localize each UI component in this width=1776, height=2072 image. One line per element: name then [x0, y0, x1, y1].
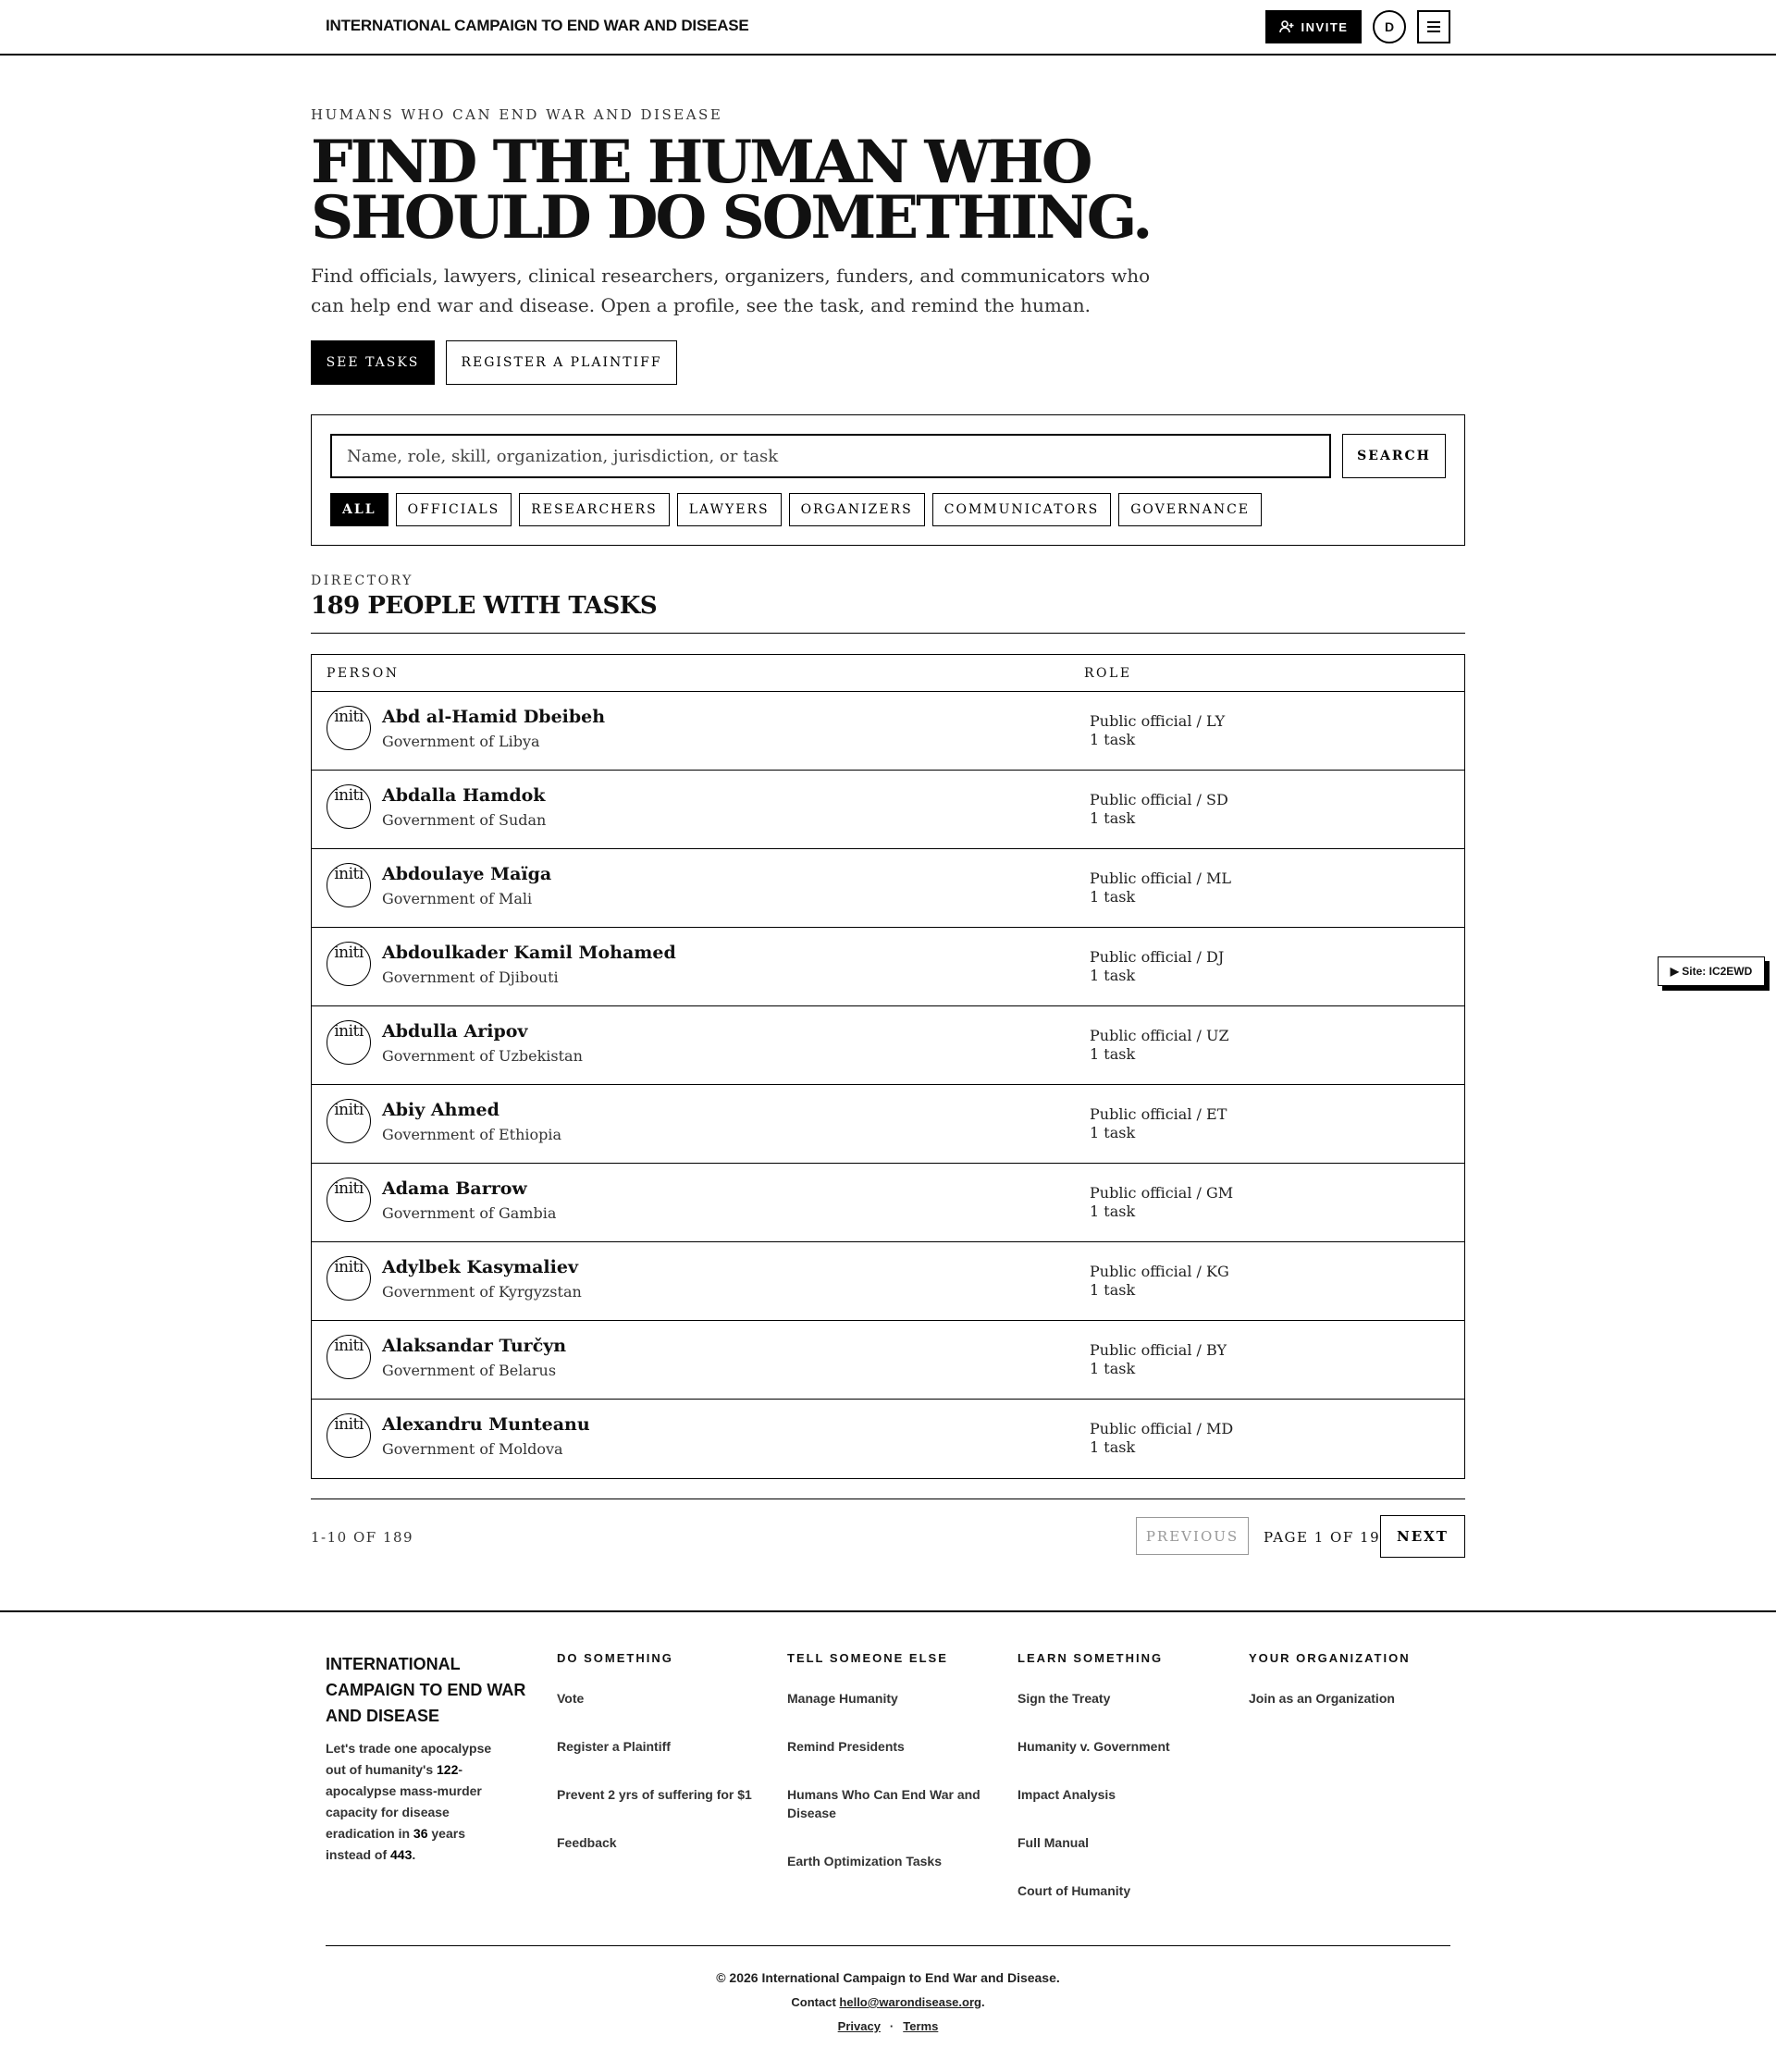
- footer-link[interactable]: Register a Plaintiff: [557, 1739, 671, 1754]
- footer-link[interactable]: Full Manual: [1018, 1835, 1089, 1850]
- column-header-person: PERSON: [327, 666, 400, 681]
- contact-line: [0, 1995, 1776, 2009]
- table-row[interactable]: [312, 1164, 1464, 1242]
- copyright: © 2026 International Campaign to End War and Disease.: [716, 1970, 1060, 1985]
- footer-column-tell-someone-else: [787, 1651, 995, 1900]
- task-count: 1 task: [1090, 1202, 1136, 1220]
- filter-chip-officials[interactable]: OFFICIALS: [396, 493, 512, 526]
- filter-chips: [330, 493, 1262, 526]
- person-name[interactable]: Alaksandar Turčyn: [382, 1336, 567, 1356]
- person-avatar: initi: [327, 1256, 371, 1301]
- legal-links: [0, 2019, 1776, 2033]
- filter-chip-researchers[interactable]: RESEARCHERS: [519, 493, 670, 526]
- hamburger-icon: [1427, 21, 1440, 32]
- search-button[interactable]: SEARCH: [1342, 434, 1446, 478]
- task-count: 1 task: [1090, 967, 1136, 984]
- footer-link[interactable]: Impact Analysis: [1018, 1787, 1116, 1802]
- footer-link[interactable]: Vote: [557, 1691, 585, 1706]
- footer-link[interactable]: Manage Humanity: [787, 1691, 898, 1706]
- person-avatar: initi: [327, 863, 371, 907]
- hero-title-line-2: SHOULD DO SOMETHING.: [311, 183, 1151, 253]
- menu-button[interactable]: [1417, 10, 1450, 43]
- tagline-text: -apocalypse mass-murder capacity for disease eradication in: [326, 1762, 482, 1841]
- filter-chip-lawyers[interactable]: LAWYERS: [677, 493, 782, 526]
- tagline-text: .: [412, 1847, 416, 1862]
- tagline-text: years instead of: [326, 1826, 465, 1862]
- person-organization: Government of Libya: [382, 733, 540, 750]
- search-input[interactable]: [330, 434, 1331, 478]
- table-row[interactable]: [312, 928, 1464, 1006]
- person-avatar: initi: [327, 784, 371, 829]
- task-count: 1 task: [1090, 888, 1136, 906]
- person-avatar: initi: [327, 1099, 371, 1143]
- person-avatar: initi: [327, 1178, 371, 1222]
- tagline-number: 122: [437, 1762, 459, 1777]
- footer-tagline: [326, 1738, 511, 1866]
- person-organization: Government of Gambia: [382, 1204, 557, 1222]
- site-brand[interactable]: INTERNATIONAL CAMPAIGN TO END WAR AND DISEASE: [326, 17, 749, 34]
- tagline-number: 36: [413, 1826, 428, 1841]
- divider: [311, 1498, 1465, 1499]
- task-count: 1 task: [1090, 1045, 1136, 1063]
- table-row[interactable]: [312, 1006, 1464, 1085]
- footer-link[interactable]: Feedback: [557, 1835, 617, 1850]
- people-table: [311, 654, 1465, 1479]
- person-role: Public official / GM: [1090, 1184, 1234, 1202]
- footer-column-do-something: [557, 1651, 765, 1881]
- task-count: 1 task: [1090, 1124, 1136, 1141]
- table-row[interactable]: [312, 1321, 1464, 1400]
- search-panel: [311, 414, 1465, 546]
- footer-link[interactable]: Join as an Organization: [1249, 1691, 1395, 1706]
- privacy-link[interactable]: Privacy: [837, 2019, 881, 2033]
- footer-link[interactable]: Court of Humanity: [1018, 1883, 1131, 1898]
- footer-link[interactable]: Prevent 2 yrs of suffering for $1: [557, 1787, 752, 1802]
- invite-label: INVITE: [1301, 19, 1349, 34]
- hero-title: [311, 128, 1236, 253]
- user-avatar-button[interactable]: D: [1373, 10, 1406, 43]
- site-badge[interactable]: ▶ Site: IC2EWD: [1658, 956, 1765, 986]
- table-row[interactable]: [312, 1400, 1464, 1478]
- person-organization: Government of Djibouti: [382, 968, 559, 986]
- terms-link[interactable]: Terms: [903, 2019, 939, 2033]
- filter-chip-governance[interactable]: GOVERNANCE: [1118, 493, 1262, 526]
- hero-subtitle: Find officials, lawyers, clinical researchers, organizers, funders, and communicators who can help end war and disease. Open a profile, see the task, and remind the human.: [311, 265, 1151, 316]
- hero-eyebrow: HUMANS WHO CAN END WAR AND DISEASE: [311, 106, 723, 123]
- person-role: Public official / SD: [1090, 791, 1228, 808]
- task-count: 1 task: [1090, 1281, 1136, 1299]
- person-role: Public official / ML: [1090, 870, 1232, 887]
- see-tasks-button[interactable]: SEE TASKS: [311, 340, 435, 385]
- person-avatar: initi: [327, 1020, 371, 1065]
- divider: [311, 633, 1465, 634]
- person-organization: Government of Mali: [382, 890, 533, 907]
- person-avatar: initi: [327, 942, 371, 986]
- person-name[interactable]: Adylbek Kasymaliev: [382, 1257, 578, 1277]
- directory-label: DIRECTORY: [311, 574, 413, 588]
- person-role: Public official / MD: [1090, 1420, 1234, 1437]
- person-organization: Government of Sudan: [382, 811, 547, 829]
- person-avatar: initi: [327, 1413, 371, 1458]
- result-range: 1-10 OF 189: [311, 1529, 414, 1546]
- person-organization: Government of Belarus: [382, 1362, 557, 1379]
- person-name[interactable]: Alexandru Munteanu: [382, 1414, 590, 1435]
- person-role: Public official / UZ: [1090, 1027, 1229, 1044]
- footer-column-learn-something: [1018, 1651, 1226, 1930]
- previous-page-button[interactable]: PREVIOUS: [1136, 1517, 1249, 1555]
- table-row[interactable]: [312, 771, 1464, 849]
- hero-title-line-1: FIND THE HUMAN WHO: [311, 128, 1091, 197]
- table-body: [312, 692, 1464, 1478]
- page-indicator: PAGE 1 OF 19: [1264, 1529, 1381, 1546]
- next-page-button[interactable]: NEXT: [1380, 1515, 1465, 1558]
- contact-suffix: .: [980, 1995, 985, 2009]
- filter-chip-all[interactable]: ALL: [330, 493, 388, 526]
- person-name[interactable]: Abd al-Hamid Dbeibeh: [382, 707, 606, 727]
- person-role: Public official / DJ: [1090, 948, 1225, 966]
- task-count: 1 task: [1090, 731, 1136, 748]
- tagline-text: Let's trade one apocalypse out of humanity's: [326, 1741, 492, 1777]
- footer-column-heading: DO SOMETHING: [557, 1651, 673, 1665]
- directory-title: 189 PEOPLE WITH TASKS: [311, 592, 658, 620]
- person-role: Public official / KG: [1090, 1263, 1229, 1280]
- user-plus-icon: [1279, 19, 1294, 34]
- person-role: Public official / BY: [1090, 1341, 1227, 1359]
- footer-link[interactable]: Sign the Treaty: [1018, 1691, 1111, 1706]
- footer-link[interactable]: Humans Who Can End War and Disease: [787, 1787, 980, 1820]
- person-organization: Government of Uzbekistan: [382, 1047, 583, 1065]
- footer-column-heading: TELL SOMEONE ELSE: [787, 1651, 948, 1665]
- person-name[interactable]: Abdoulkader Kamil Mohamed: [382, 943, 676, 963]
- person-organization: Government of Ethiopia: [382, 1126, 562, 1143]
- footer-column-heading: LEARN SOMETHING: [1018, 1651, 1164, 1665]
- tagline-number: 443: [390, 1847, 413, 1862]
- contact-email-link[interactable]: hello@warondisease.org: [839, 1995, 981, 2009]
- table-row[interactable]: [312, 692, 1464, 771]
- person-name[interactable]: Abdalla Hamdok: [382, 785, 546, 806]
- table-row[interactable]: [312, 1242, 1464, 1321]
- invite-button[interactable]: [1265, 10, 1362, 43]
- footer-brand: INTERNATIONAL CAMPAIGN TO END WAR AND DISEASE: [326, 1655, 526, 1725]
- register-plaintiff-button[interactable]: REGISTER A PLAINTIFF: [446, 340, 677, 385]
- person-name[interactable]: Adama Barrow: [382, 1178, 527, 1199]
- top-navigation-bar: [0, 0, 1776, 56]
- table-row[interactable]: [312, 849, 1464, 928]
- person-name[interactable]: Abdoulaye Maïga: [382, 864, 552, 884]
- person-name[interactable]: Abiy Ahmed: [382, 1100, 500, 1120]
- separator: ·: [889, 2019, 894, 2033]
- task-count: 1 task: [1090, 1438, 1136, 1456]
- footer-link[interactable]: Earth Optimization Tasks: [787, 1854, 942, 1868]
- filter-chip-communicators[interactable]: COMMUNICATORS: [932, 493, 1111, 526]
- person-role: Public official / LY: [1090, 712, 1226, 730]
- person-organization: Government of Kyrgyzstan: [382, 1283, 582, 1301]
- task-count: 1 task: [1090, 1360, 1136, 1377]
- table-row[interactable]: [312, 1085, 1464, 1164]
- table-header: [312, 655, 1464, 692]
- person-organization: Government of Moldova: [382, 1440, 563, 1458]
- column-header-role: ROLE: [1084, 666, 1132, 681]
- footer: [0, 1610, 1776, 2072]
- person-avatar: initi: [327, 1335, 371, 1379]
- person-role: Public official / ET: [1090, 1105, 1227, 1123]
- footer-column-your-organization: [1249, 1651, 1457, 1737]
- footer-column-heading: YOUR ORGANIZATION: [1249, 1651, 1411, 1665]
- footer-link[interactable]: Remind Presidents: [787, 1739, 905, 1754]
- person-name[interactable]: Abdulla Aripov: [382, 1021, 528, 1042]
- person-avatar: initi: [327, 706, 371, 750]
- contact-prefix: Contact: [791, 1995, 840, 2009]
- task-count: 1 task: [1090, 809, 1136, 827]
- filter-chip-organizers[interactable]: ORGANIZERS: [789, 493, 925, 526]
- divider: [326, 1945, 1450, 1946]
- footer-link[interactable]: Humanity v. Government: [1018, 1739, 1170, 1754]
